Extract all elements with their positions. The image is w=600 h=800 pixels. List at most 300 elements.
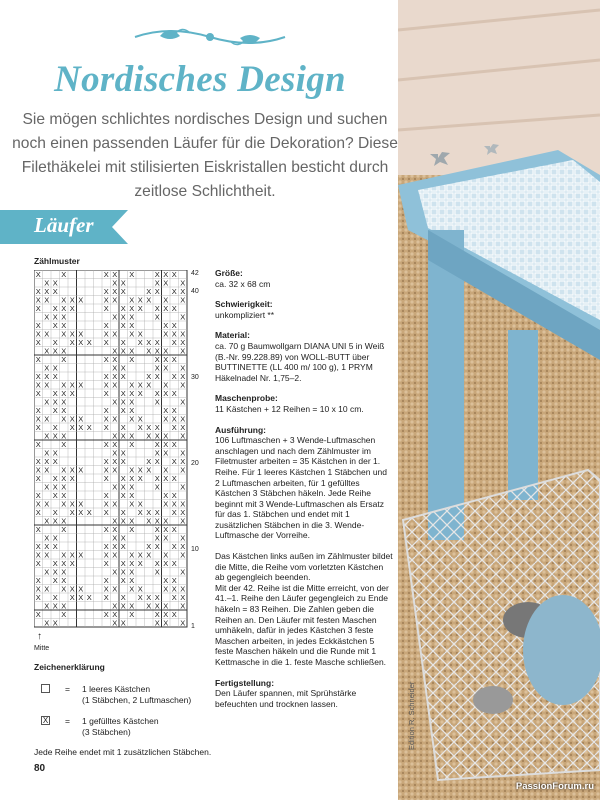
filled-cell: X [154,533,160,543]
filled-cell: X [103,355,109,364]
filled-cell: X [112,482,118,492]
filled-cell: X [52,508,58,517]
filled-cell: X [154,338,160,347]
product-photo [398,0,600,800]
filled-cell: X [120,397,126,407]
filled-cell: X [61,380,67,390]
filled-cell: X [112,278,118,288]
filled-cell: X [154,397,160,407]
filled-cell: X [120,533,126,543]
filled-cell: X [163,380,169,390]
filled-cell: X [171,321,177,330]
filled-cell: X [44,363,50,373]
filled-cell: X [61,516,67,526]
filled-box-icon: X [42,716,49,725]
filled-cell: X [52,482,58,492]
size-text: ca. 32 x 68 cm [215,278,271,289]
filled-cell: X [171,304,177,313]
filled-cell: X [61,576,67,585]
filled-cell: X [69,465,75,475]
filled-cell: X [120,491,126,500]
filled-cell: X [171,423,177,432]
filled-cell: X [146,346,152,356]
filled-cell: X [180,431,186,441]
page-number: 80 [34,763,46,774]
filled-cell: X [112,287,118,296]
filled-cell: X [154,431,160,441]
filled-cell: X [44,584,50,594]
filled-cell: X [78,423,84,432]
filled-cell: X [146,457,152,466]
filled-cell: X [78,593,84,602]
filled-cell: X [129,321,135,330]
filled-cell: X [163,618,169,628]
filled-cell: X [163,491,169,500]
filled-cell: X [180,363,186,373]
legend-note: Jede Reihe endet mit 1 zusätzlichen Stäbchen. [34,747,212,757]
filled-cell: X [61,482,67,492]
filled-cell: X [120,321,126,330]
filled-cell: X [120,457,126,466]
filled-cell: X [129,346,135,356]
filled-cell: X [163,550,169,560]
filled-cell: X [163,576,169,585]
filled-cell: X [103,389,109,398]
filled-cell: X [112,584,118,594]
filled-cell: X [171,593,177,602]
chart-title: Zählmuster [34,256,80,266]
filled-cell: X [163,474,169,483]
filled-cell: X [163,406,169,415]
filled-cell: X [35,576,41,585]
filled-cell: X [35,542,41,551]
filled-cell: X [52,457,58,466]
filled-cell: X [146,287,152,296]
filled-cell: X [120,304,126,313]
filled-cell: X [154,618,160,628]
filled-cell: X [120,389,126,398]
filled-cell: X [171,474,177,483]
filled-cell: X [154,304,160,313]
filled-cell: X [154,516,160,526]
filled-cell: X [61,295,67,305]
filled-cell: X [112,601,118,611]
row-label-10: 10 [191,546,199,553]
filled-cell: X [44,431,50,441]
filled-cell: X [120,423,126,432]
filled-cell: X [137,465,143,475]
filled-cell: X [120,474,126,483]
filled-cell: X [61,431,67,441]
filled-cell: X [35,508,41,517]
filled-cell: X [78,380,84,390]
filled-cell: X [137,414,143,424]
filled-cell: X [52,406,58,415]
filled-cell: X [180,542,186,551]
filled-cell: X [44,448,50,458]
filled-cell: X [69,423,75,432]
filled-cell: X [154,372,160,381]
filled-cell: X [171,457,177,466]
filled-cell: X [129,601,135,611]
filled-cell: X [35,270,41,279]
filled-cell: X [52,559,58,568]
filled-cell: X [86,593,92,602]
filled-cell: X [103,372,109,381]
filled-cell: X [163,329,169,339]
filled-cell: X [129,567,135,577]
filled-cell: X [171,542,177,551]
filled-cell: X [44,499,50,509]
filled-cell: X [78,414,84,424]
filled-cell: X [112,363,118,373]
filled-cell: X [154,363,160,373]
filled-cell: X [180,567,186,577]
filled-cell: X [129,559,135,568]
filled-cell: X [120,312,126,322]
filled-cell: X [69,338,75,347]
filled-cell: X [103,491,109,500]
filled-cell: X [103,584,109,594]
filled-cell: X [180,414,186,424]
filled-cell: X [44,414,50,424]
filled-cell: X [44,465,50,475]
filled-cell: X [112,533,118,543]
filled-cell: X [44,567,50,577]
filled-cell: X [171,610,177,619]
filled-cell: X [112,618,118,628]
filled-cell: X [154,440,160,449]
legend-equals: = [65,716,70,726]
filled-cell: X [44,542,50,551]
filled-cell: X [103,508,109,517]
filled-cell: X [61,584,67,594]
filled-cell: X [129,414,135,424]
filled-cell: X [154,508,160,517]
filled-cell: X [52,601,58,611]
filled-cell: X [78,508,84,517]
filled-cell: X [52,346,58,356]
filled-cell: X [112,610,118,619]
filled-cell: X [154,567,160,577]
filled-cell: X [35,406,41,415]
filled-cell: X [112,516,118,526]
filled-cell: X [44,397,50,407]
filled-cell: X [69,329,75,339]
filled-cell: X [78,295,84,305]
filled-cell: X [112,380,118,390]
photo-credit: Edition R. Schneider [407,681,416,750]
filled-cell: X [44,457,50,466]
filled-cell: X [180,372,186,381]
filled-cell: X [35,414,41,424]
filled-cell: X [180,533,186,543]
filled-cell: X [120,448,126,458]
filled-cell: X [129,431,135,441]
row-label-20: 20 [191,460,199,467]
filled-cell: X [112,499,118,509]
filled-cell: X [69,593,75,602]
material-text: ca. 70 g Baumwollgarn DIANA UNI 5 in Weiß (B.-Nr. 99.228.89) von WOLL-BUTT über BUTTINETTE (LL 400 m/ 100 g), 1 PRYM Häkelnadel Nr. 1,75–2. [215,340,385,383]
filled-cell: X [52,567,58,577]
filled-cell: X [180,516,186,526]
filled-cell: X [78,550,84,560]
filled-cell: X [112,312,118,322]
filled-cell: X [35,440,41,449]
filled-cell: X [129,380,135,390]
filled-cell: X [129,312,135,322]
filled-cell: X [171,329,177,339]
filled-cell: X [52,278,58,288]
filled-cell: X [129,440,135,449]
filled-cell: X [112,329,118,339]
center-label: Mitte [34,645,50,652]
filled-cell: X [112,465,118,475]
filled-cell: X [35,389,41,398]
filled-cell: X [180,278,186,288]
filled-cell: X [129,499,135,509]
filled-cell: X [180,593,186,602]
filled-cell: X [146,431,152,441]
filled-cell: X [44,278,50,288]
page-title: Nordisches Design [54,59,346,100]
filled-cell: X [103,550,109,560]
filled-cell: X [180,482,186,492]
filled-cell: X [120,431,126,441]
filled-cell: X [52,321,58,330]
filled-cell: X [35,295,41,305]
filled-cell: X [120,406,126,415]
filled-cell: X [44,295,50,305]
filled-cell: X [154,346,160,356]
filled-cell: X [52,287,58,296]
filled-cell: X [180,338,186,347]
filled-cell: X [154,312,160,322]
filled-cell: X [171,406,177,415]
filled-cell: X [154,601,160,611]
filled-cell: X [146,295,152,305]
filled-cell: X [35,559,41,568]
legend-empty-text: 1 leeres Kästchen (1 Stäbchen, 2 Luftmaschen) [82,684,192,705]
filled-cell: X [44,550,50,560]
filled-cell: X [35,610,41,619]
filled-cell: X [154,448,160,458]
filled-cell: X [154,593,160,602]
filled-cell: X [52,389,58,398]
filled-cell: X [137,329,143,339]
filled-cell: X [61,312,67,322]
filled-cell: X [146,508,152,517]
filled-cell: X [120,482,126,492]
filled-cell: X [163,448,169,458]
filled-cell: X [180,499,186,509]
filled-cell: X [163,414,169,424]
filled-cell: X [154,287,160,296]
filled-cell: X [171,270,177,279]
filled-cell: X [52,576,58,585]
filled-cell: X [86,423,92,432]
filled-cell: X [112,457,118,466]
instructions-column [215,258,393,719]
filled-cell: X [154,457,160,466]
filled-cell: X [129,482,135,492]
gauge-text: 11 Kästchen + 12 Reihen = 10 x 10 cm. [215,403,364,414]
filled-cell: X [61,346,67,356]
filled-cell: X [120,287,126,296]
filled-cell: X [35,584,41,594]
filled-cell: X [103,423,109,432]
filled-cell: X [120,278,126,288]
filled-cell: X [129,329,135,339]
filled-cell: X [61,465,67,475]
filled-cell: X [180,397,186,407]
filled-cell: X [137,389,143,398]
filled-cell: X [146,601,152,611]
filled-cell: X [171,389,177,398]
filled-cell: X [129,491,135,500]
material-heading: Material: [215,330,250,341]
size-heading: Größe: [215,268,243,278]
filled-cell: X [137,380,143,390]
filled-cell: X [112,525,118,534]
legend-filled-text: 1 gefülltes Kästchen (3 Stäbchen) [82,716,159,737]
filled-cell: X [120,567,126,577]
filled-cell: X [69,550,75,560]
filled-cell: X [112,542,118,551]
filled-cell: X [129,270,135,279]
legend-title: Zeichenerklärung [34,662,105,672]
filled-cell: X [103,542,109,551]
filled-cell: X [137,304,143,313]
filled-cell: X [163,465,169,475]
filled-cell: X [120,576,126,585]
filled-cell: X [61,559,67,568]
filled-cell: X [154,482,160,492]
filled-cell: X [112,397,118,407]
title-ornament [130,22,290,52]
filled-cell: X [103,414,109,424]
filled-cell: X [146,372,152,381]
filled-cell: X [137,499,143,509]
filled-cell: X [129,406,135,415]
filled-cell: X [129,525,135,534]
filled-cell: X [69,508,75,517]
filled-cell: X [146,593,152,602]
difficulty-text: unkompliziert ** [215,309,275,320]
filled-cell: X [112,372,118,381]
filled-cell: X [163,321,169,330]
filled-cell: X [180,312,186,322]
filled-cell: X [163,610,169,619]
filled-cell: X [35,465,41,475]
filled-cell: X [61,389,67,398]
filled-cell: X [61,610,67,619]
filled-cell: X [129,295,135,305]
filled-cell: X [61,474,67,483]
filled-cell: X [171,499,177,509]
filled-cell: X [69,295,75,305]
row-label-1: 1 [191,623,195,630]
filled-cell: X [154,610,160,619]
filled-cell: X [103,593,109,602]
filled-cell: X [129,389,135,398]
filled-cell: X [61,406,67,415]
filled-cell: X [112,448,118,458]
filled-cell: X [35,491,41,500]
filled-cell: X [103,338,109,347]
filled-cell: X [52,618,58,628]
filled-cell: X [137,550,143,560]
filled-cell: X [154,559,160,568]
filled-cell: X [112,431,118,441]
filled-cell: X [112,270,118,279]
filled-cell: X [171,525,177,534]
filled-cell: X [137,474,143,483]
filled-cell: X [171,491,177,500]
filled-cell: X [146,380,152,390]
filled-cell: X [120,559,126,568]
filled-cell: X [137,338,143,347]
filled-cell: X [137,423,143,432]
filled-cell: X [103,304,109,313]
filled-cell: X [146,550,152,560]
filled-cell: X [103,380,109,390]
filled-cell: X [180,618,186,628]
filled-cell: X [163,559,169,568]
filled-cell: X [78,338,84,347]
filled-cell: X [61,491,67,500]
filled-cell: X [103,525,109,534]
filled-cell: X [52,397,58,407]
filled-cell: X [52,491,58,500]
filled-cell: X [154,542,160,551]
filled-cell: X [129,550,135,560]
filled-cell: X [103,474,109,483]
filled-cell: X [180,329,186,339]
filled-cell: X [103,610,109,619]
filled-cell: X [129,355,135,364]
filled-cell: X [44,329,50,339]
filled-cell: X [69,499,75,509]
filled-cell: X [52,423,58,432]
filled-cell: X [180,457,186,466]
filled-cell: X [180,295,186,305]
filled-cell: X [69,389,75,398]
filled-cell: X [120,516,126,526]
filled-cell: X [44,601,50,611]
finish-heading: Fertigstellung: [215,677,275,688]
filled-cell: X [120,372,126,381]
filled-cell: X [112,550,118,560]
filled-cell: X [171,440,177,449]
filled-cell: X [112,440,118,449]
filled-cell: X [44,618,50,628]
filled-cell: X [137,295,143,305]
filled-cell: X [154,355,160,364]
filled-cell: X [103,457,109,466]
filled-cell: X [120,593,126,602]
filled-cell: X [163,584,169,594]
filled-cell: X [129,397,135,407]
filled-cell: X [78,499,84,509]
filled-cell: X [35,287,41,296]
filled-cell: X [129,516,135,526]
filled-cell: X [180,287,186,296]
filled-cell: X [61,601,67,611]
filled-cell: X [163,363,169,373]
filled-cell: X [171,338,177,347]
filled-cell: X [171,372,177,381]
